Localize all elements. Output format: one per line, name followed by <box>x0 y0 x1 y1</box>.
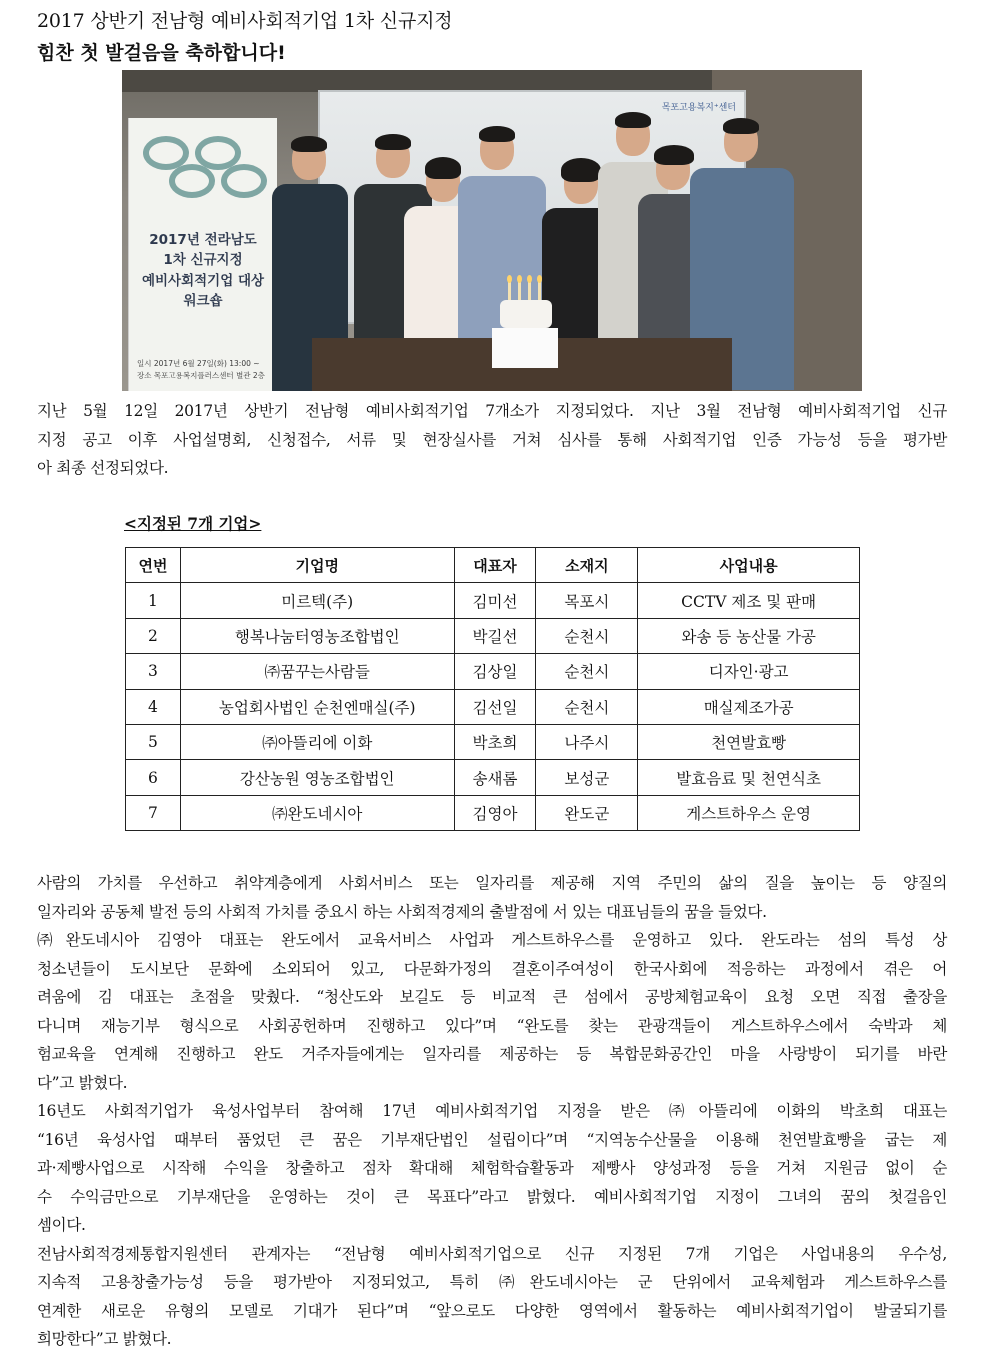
cell-number: 1 <box>126 583 181 618</box>
table-row <box>126 654 860 689</box>
table-row <box>126 795 860 830</box>
cake-box <box>492 328 558 368</box>
cell-representative: 김선일 <box>454 689 536 724</box>
banner-line: 워크숍 <box>183 292 223 309</box>
text-line: 희망한다”고 밝혔다. <box>37 1330 172 1348</box>
cell-business: 발효음료 및 천연식초 <box>638 760 860 795</box>
text-line: 지정 공고 이후 사업설명회, 신청접수, 서류 및 현장실사를 거쳐 심사를 통해 사회적기업 인증 가능성 등을 평가받 <box>37 430 947 449</box>
text-line: 과·제빵사업으로 시작해 수익을 창출하고 점차 확대해 체험학습활동과 제빵사 양성과정 등을 거쳐 지원금 없이 순 <box>37 1159 947 1177</box>
cell-location: 순천시 <box>536 689 638 724</box>
article-subtitle: 힘찬 첫 발걸음을 축하합니다! <box>37 42 286 64</box>
table-header-row <box>126 548 860 583</box>
cell-representative: 송새롬 <box>454 760 536 795</box>
body-text <box>37 869 947 1354</box>
text-line: 다”고 밝혔다. <box>37 1073 128 1092</box>
cell-business: 디자인·광고 <box>638 654 860 689</box>
cell-location: 나주시 <box>536 724 638 759</box>
candle <box>528 282 531 300</box>
candle-flame <box>527 275 532 283</box>
candle-flame <box>507 275 512 283</box>
cell-company: ㈜완도네시아 <box>180 795 454 830</box>
cell-business: 천연발효빵 <box>638 724 860 759</box>
cell-company: ㈜꿈꾸는사람들 <box>180 654 454 689</box>
cell-representative: 박초희 <box>454 724 536 759</box>
table-row <box>126 618 860 653</box>
text-line: 16년도 사회적기업가 육성사업부터 참여해 17년 예비사회적기업 지정을 받은 ㈜아뜰리에 이화의 박초희 대표는 <box>37 1102 947 1120</box>
text-line: 연계한 새로운 유형의 모델로 기대가 된다”며 “앞으로도 다양한 영역에서 활동하는 예비사회적기업이 발굴되기를 <box>37 1301 947 1320</box>
cell-company: 미르텍(주) <box>180 583 454 618</box>
cell-business: CCTV 제조 및 판매 <box>638 583 860 618</box>
banner-logo-icon <box>169 164 215 198</box>
candle <box>518 282 521 300</box>
column-header: 연번 <box>126 548 181 583</box>
article-title: 2017 상반기 전남형 예비사회적기업 1차 신규지정 <box>37 10 453 32</box>
cell-number: 4 <box>126 689 181 724</box>
text-line: 셈이다. <box>37 1216 86 1234</box>
candle <box>508 282 511 300</box>
intro-paragraph <box>37 397 947 483</box>
banner-small-line: 장소 목포고용복지플러스센터 별관 2층 <box>137 371 265 380</box>
text-line: 다니며 재능기부 형식으로 사회공헌하며 진행하고 있다”며 “완도를 찾는 관광객들이 게스트하우스에서 숙박과 체 <box>37 1016 947 1035</box>
text-line: ㈜완도네시아 김영아 대표는 완도에서 교육서비스 사업과 게스트하우스를 운영하고 있다. 완도라는 섬의 특성 상 <box>37 931 947 949</box>
candle-flame <box>517 275 522 283</box>
cell-representative: 박길선 <box>454 618 536 653</box>
text-line: 수 수익금만으로 기부재단을 운영하는 것이 큰 목표다”라고 밝혔다. 예비사회적기업 지정이 그녀의 꿈의 첫걸음인 <box>37 1187 947 1206</box>
banner-line: 2017년 전라남도 <box>149 232 257 248</box>
cell-business: 매실제조가공 <box>638 689 860 724</box>
text-line: 지난 5월 12일 2017년 상반기 전남형 예비사회적기업 7개소가 지정되었다. 지난 3월 전남형 예비사회적기업 신규 <box>37 402 947 420</box>
candle-flame <box>537 275 542 283</box>
cell-company: ㈜아뜰리에 이화 <box>180 724 454 759</box>
banner-small-line: 일시 2017년 6월 27일(화) 13:00 ~ <box>137 359 260 368</box>
workshop-photo <box>122 70 862 391</box>
cell-location: 순천시 <box>536 618 638 653</box>
firms-table <box>125 547 860 831</box>
workshop-banner <box>128 118 277 391</box>
table-row <box>126 689 860 724</box>
cell-representative: 김영아 <box>454 795 536 830</box>
text-line: 사람의 가치를 우선하고 취약계층에게 사회서비스 또는 일자리를 제공해 지역 주민의 삶의 질을 높이는 등 양질의 <box>37 874 947 892</box>
column-header: 사업내용 <box>638 548 860 583</box>
cell-number: 6 <box>126 760 181 795</box>
cell-business: 게스트하우스 운영 <box>638 795 860 830</box>
text-line: 려움에 김 대표는 초점을 맞췄다. “청산도와 보길도 등 비교적 큰 섬에서 공방체험교육이 요청 오면 직접 출장을 <box>37 988 947 1006</box>
text-line: 청소년들이 도시보단 문화에 소외되어 있고, 다문화가정의 결혼이주여성이 한국사회에 적응하는 과정에서 겪은 어 <box>37 959 947 978</box>
table-row <box>126 583 860 618</box>
banner-line: 예비사회적기업 대상 <box>141 272 265 289</box>
cake <box>500 300 552 328</box>
cell-number: 3 <box>126 654 181 689</box>
text-line: 지속적 고용창출가능성 등을 평가받아 지정되었고, 특히 ㈜완도네시아는 군 단위에서 교육체험과 게스트하우스를 <box>37 1273 947 1291</box>
cell-number: 7 <box>126 795 181 830</box>
column-header: 대표자 <box>454 548 536 583</box>
banner-details <box>137 358 273 382</box>
column-header: 기업명 <box>180 548 454 583</box>
text-line: 일자리와 공동체 발전 등의 사회적 가치를 중요시 하는 사회적경제의 출발점에 서 있는 대표님들의 꿈을 들었다. <box>37 902 767 921</box>
banner-line: 1차 신규지정 <box>163 252 243 269</box>
banner-logo-icon <box>221 164 267 198</box>
text-line: 아 최종 선정되었다. <box>37 459 169 477</box>
table-row <box>126 724 860 759</box>
table-caption: <지정된 7개 기업> <box>124 514 262 533</box>
cell-company: 농업회사법인 순천엔매실(주) <box>180 689 454 724</box>
text-line: 험교육을 연계해 진행하고 완도 거주자들에게는 일자리를 제공하는 등 복합문화공간인 마을 사랑방이 되기를 바란 <box>37 1045 947 1063</box>
cell-location: 보성군 <box>536 760 638 795</box>
text-line: “16년 육성사업 때부터 품었던 큰 꿈은 기부재단법인 설립이다”며 “지역농수산물을 이용해 천연발효빵을 굽는 제 <box>37 1130 947 1149</box>
cell-business: 와송 등 농산물 가공 <box>638 618 860 653</box>
table-row <box>126 760 860 795</box>
banner-text <box>135 230 271 311</box>
text-line: 전남사회적경제통합지원센터 관계자는 “전남형 예비사회적기업으로 신규 지정된 7개 기업은 사업내용의 우수성, <box>37 1244 947 1263</box>
cell-location: 목포시 <box>536 583 638 618</box>
cell-number: 5 <box>126 724 181 759</box>
cell-company: 행복나눔터영농조합법인 <box>180 618 454 653</box>
column-header: 소재지 <box>536 548 638 583</box>
cell-number: 2 <box>126 618 181 653</box>
cell-location: 완도군 <box>536 795 638 830</box>
cell-representative: 김미선 <box>454 583 536 618</box>
cell-location: 순천시 <box>536 654 638 689</box>
cell-company: 강산농원 영농조합법인 <box>180 760 454 795</box>
candle <box>538 282 541 300</box>
board-sign: 목포고용복지⁺센터 <box>661 103 736 113</box>
cell-representative: 김상일 <box>454 654 536 689</box>
